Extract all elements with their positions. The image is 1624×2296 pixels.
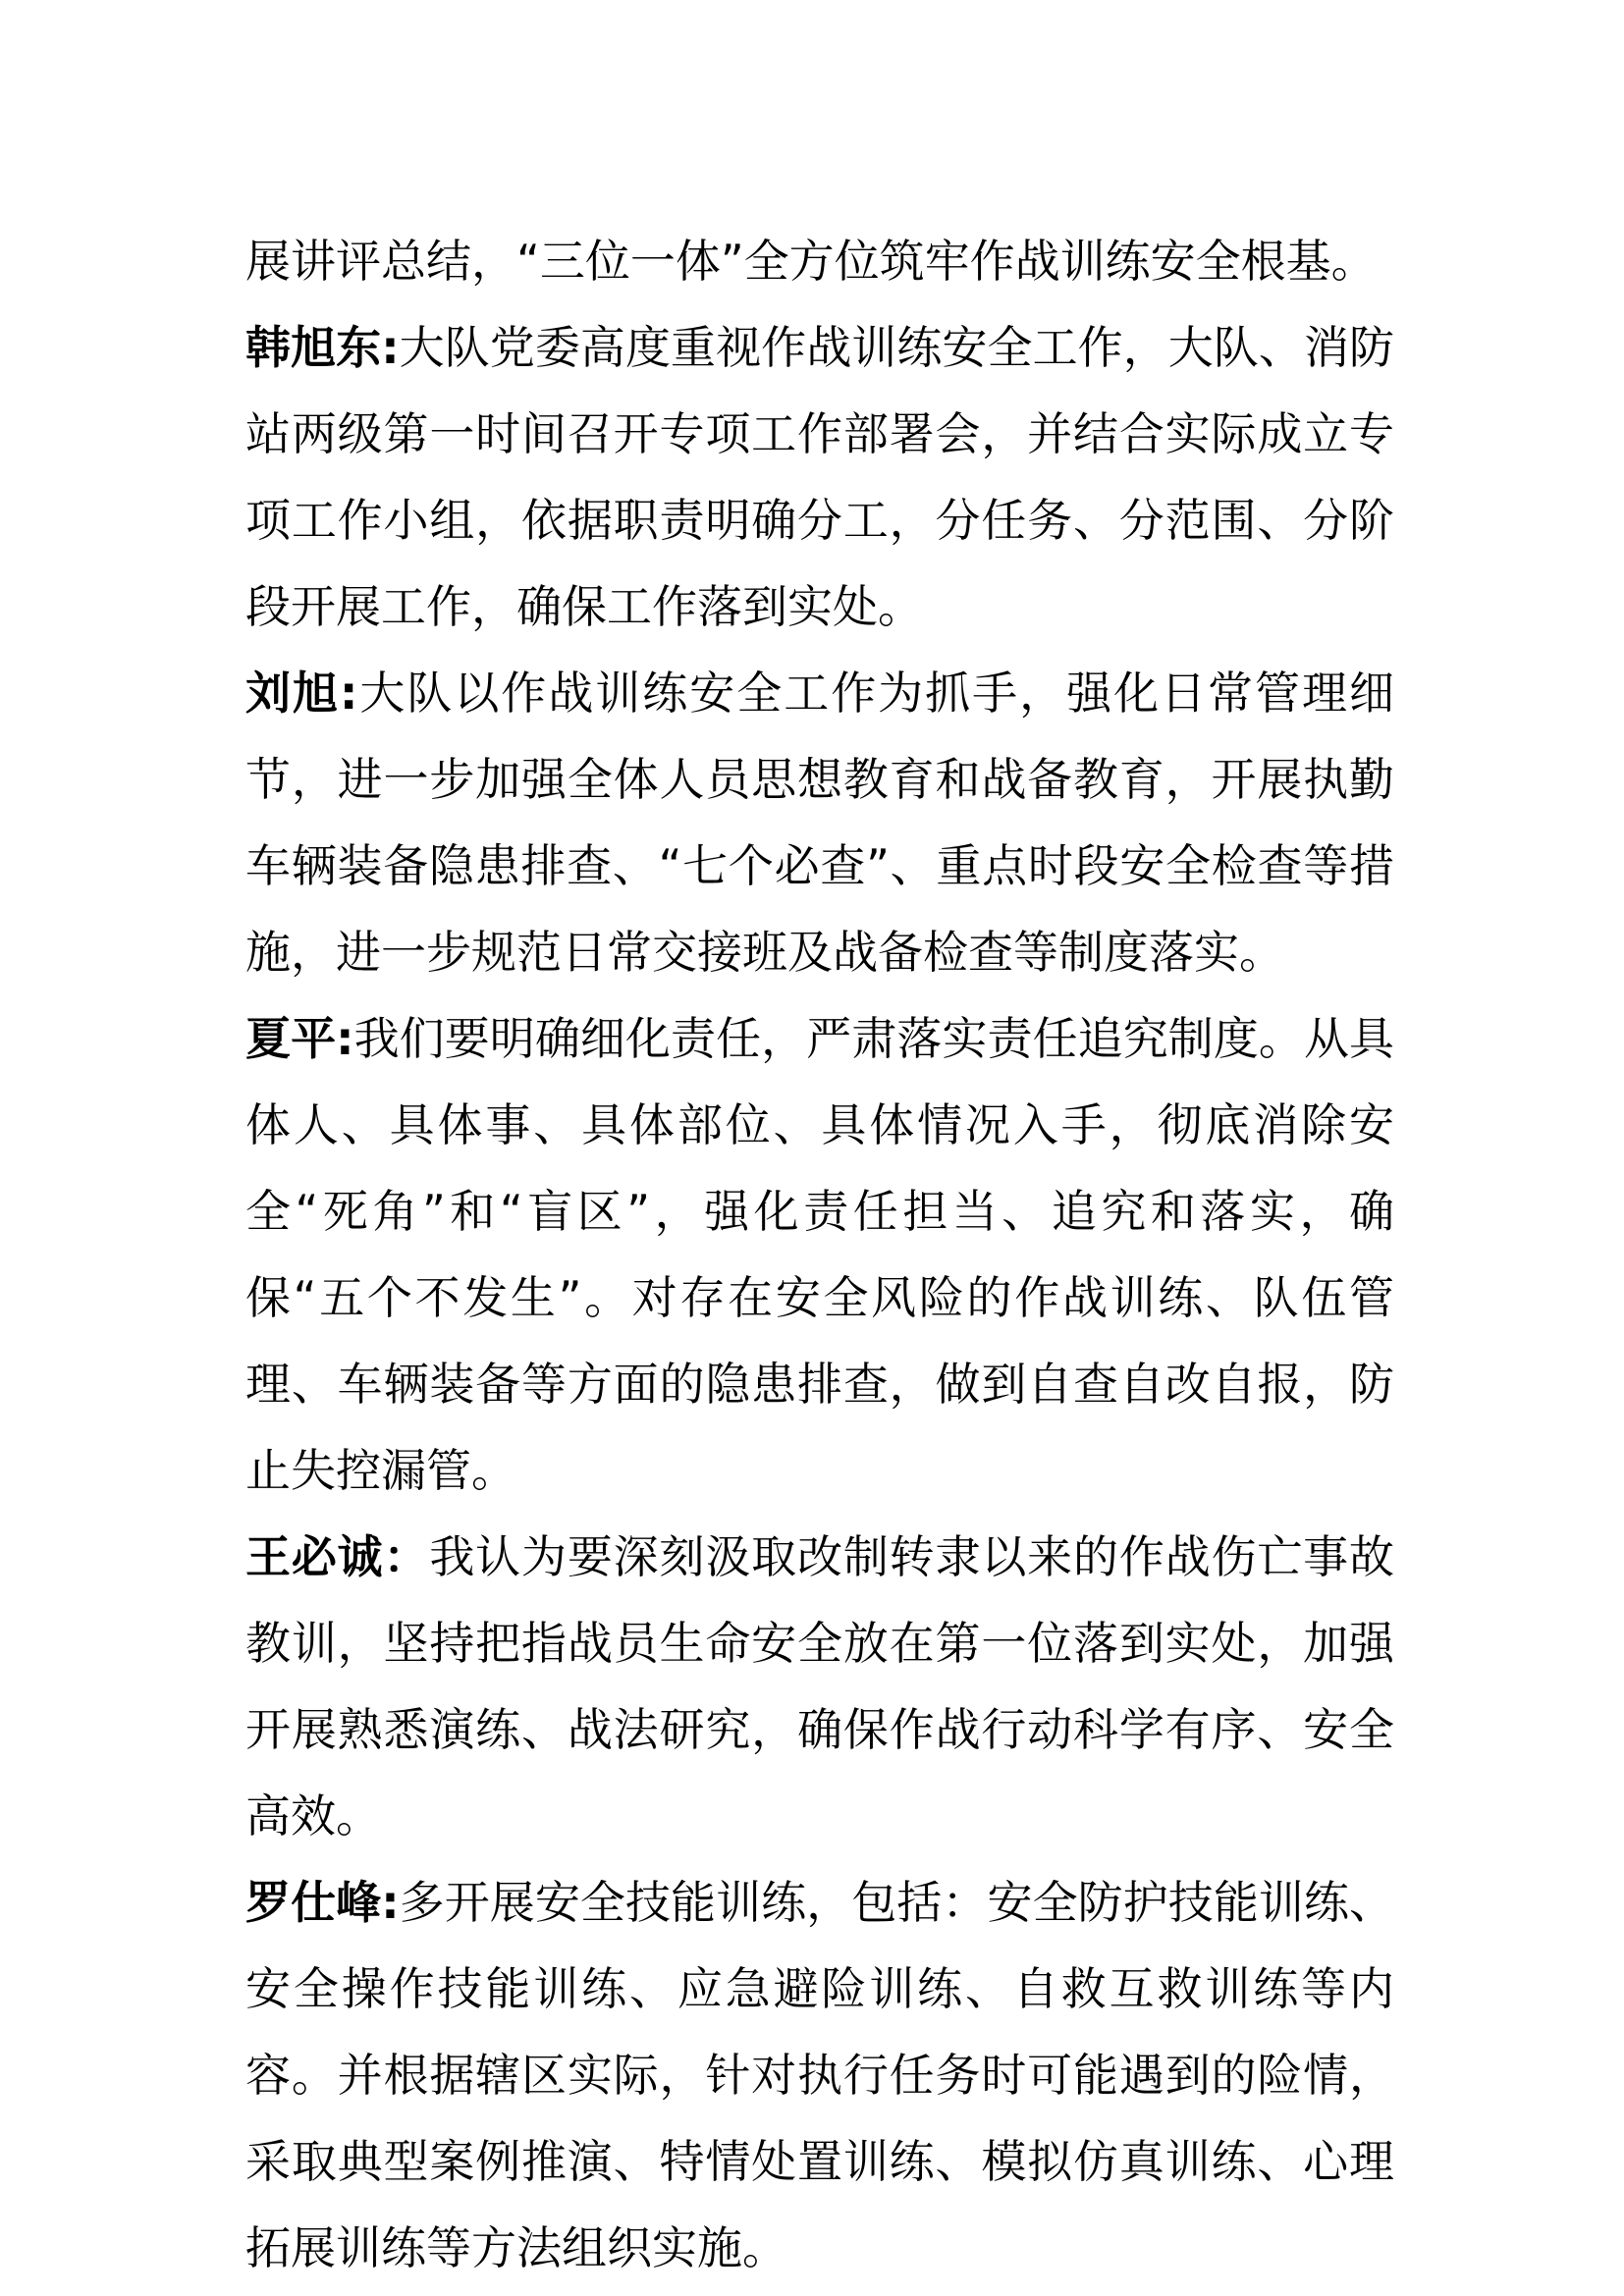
speaker-name: 刘旭 (245, 667, 340, 720)
paragraph-intro (245, 218, 1394, 304)
speaker-colon: : (336, 1012, 354, 1065)
paragraph-text: 我们要明确细化责任，严肃落实责任追究制度。从具体人、具体事、具体部位、具体情况入手，彻底消除安全“死角”和“盲区”，强化责任担当、追究和落实，确保“五个不发生”。对存在安全风险的作战训练、队伍管理、车辆装备等方面的隐患排查，做到自查自改自报，防止失控漏管。 (245, 1012, 1395, 1497)
speaker-name: 罗仕峰 (245, 1876, 382, 1929)
speaker-name: 夏平 (245, 1012, 337, 1065)
paragraph-text: 大队以作战训练安全工作为抓手，强化日常管理细节，进一步加强全体人员思想教育和战备教育，开展执勤车辆装备隐患排查、“七个必查”、重点时段安全检查等措施，进一步规范日常交接班及战备检查等制度落实。 (245, 667, 1395, 979)
paragraph-han-xudong (245, 304, 1394, 650)
speaker-name: 王必诚 (245, 1530, 384, 1583)
speaker-colon: : (381, 1876, 400, 1929)
paragraph-liu-xu (245, 650, 1394, 995)
paragraph-text: 大队党委高度重视作战训练安全工作，大队、消防站两级第一时间召开专项工作部署会，并结合实际成立专项工作小组，依据职责明确分工，分任务、分范围、分阶段开展工作，确保工作落到实处。 (245, 321, 1395, 633)
paragraph-text: 我认为要深刻汲取改制转隶以来的作战伤亡事故教训，坚持把指战员生命安全放在第一位落到实处，加强开展熟悉演练、战法研究，确保作战行动科学有序、安全高效。 (245, 1530, 1395, 1842)
document-page (245, 218, 1394, 2291)
paragraph-text: 展讲评总结，“三位一体”全方位筑牢作战训练安全根基。 (245, 235, 1377, 288)
paragraph-wang-bicheng (245, 1514, 1394, 1859)
paragraph-luo-shifeng (245, 1859, 1394, 2291)
paragraph-xia-ping (245, 995, 1394, 1514)
speaker-colon: : (339, 667, 358, 720)
paragraph-text: 多开展安全技能训练，包括：安全防护技能训练、安全操作技能训练、应急避险训练、自救互救训练等内容。并根据辖区实际，针对执行任务时可能遇到的险情，采取典型案例推演、特情处置训练、模拟仿真训练、心理拓展训练等方法组织实施。 (245, 1876, 1395, 2274)
speaker-name: 韩旭东 (245, 321, 382, 374)
speaker-colon: ： (383, 1530, 430, 1583)
speaker-colon: : (381, 321, 400, 374)
